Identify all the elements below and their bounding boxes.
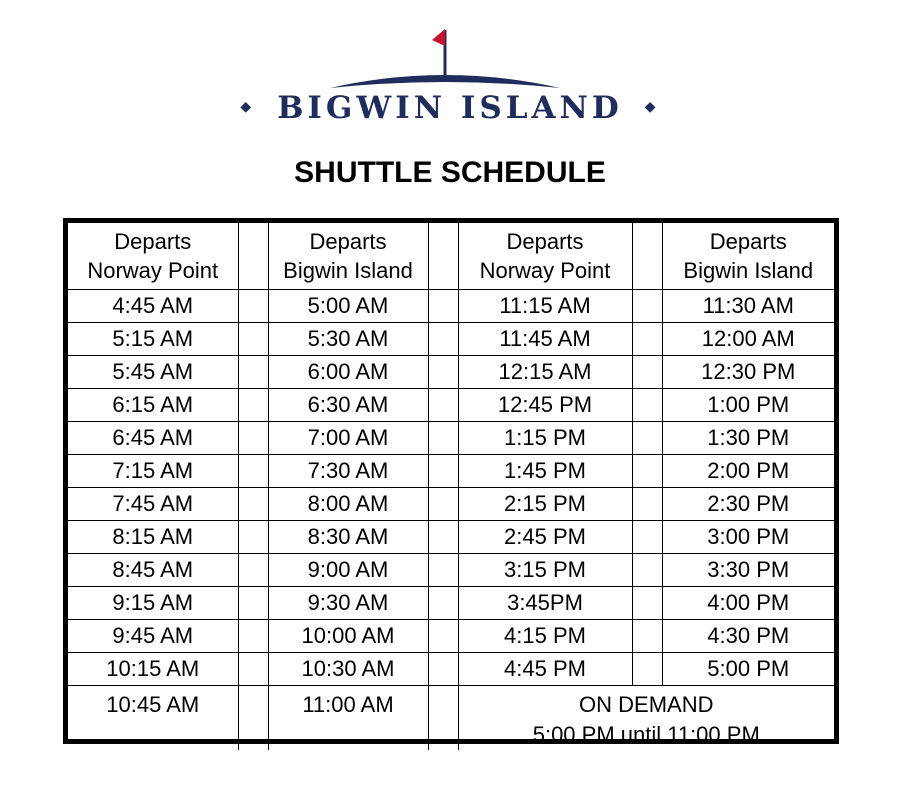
- time-cell: 11:45 AM: [458, 323, 632, 356]
- time-cell: 9:00 AM: [268, 554, 428, 587]
- spacer-cell: [632, 290, 662, 323]
- time-cell: 5:00 PM: [662, 653, 834, 686]
- table-row: [68, 488, 834, 521]
- spacer-cell: [632, 521, 662, 554]
- table-row: [68, 653, 834, 686]
- column-header: Departs Norway Point: [458, 223, 632, 290]
- time-cell: 2:00 PM: [662, 455, 834, 488]
- spacer-cell: [632, 389, 662, 422]
- spacer-cell: [238, 323, 268, 356]
- time-cell: 7:30 AM: [268, 455, 428, 488]
- header-row: [68, 223, 834, 290]
- time-cell: 3:00 PM: [662, 521, 834, 554]
- table-row-last: [68, 686, 834, 751]
- time-cell: 8:00 AM: [268, 488, 428, 521]
- spacer-cell: [632, 488, 662, 521]
- spacer-cell: [632, 653, 662, 686]
- bigwin-island-logo: [0, 0, 900, 140]
- page-title: SHUTTLE SCHEDULE: [294, 156, 606, 189]
- spacer-cell: [428, 455, 458, 488]
- table-row: [68, 323, 834, 356]
- spacer-cell: [428, 389, 458, 422]
- spacer-cell: [238, 554, 268, 587]
- time-cell: 10:45 AM: [68, 686, 238, 751]
- table-row: [68, 290, 834, 323]
- table-row: [68, 620, 834, 653]
- spacer-cell: [238, 620, 268, 653]
- time-cell: 7:45 AM: [68, 488, 238, 521]
- spacer-cell: [238, 389, 268, 422]
- time-cell: 1:30 PM: [662, 422, 834, 455]
- time-cell: 8:15 AM: [68, 521, 238, 554]
- column-header: Departs Norway Point: [68, 223, 238, 290]
- time-cell: 10:00 AM: [268, 620, 428, 653]
- spacer-cell: [238, 521, 268, 554]
- time-cell: 6:00 AM: [268, 356, 428, 389]
- spacer-cell: [632, 620, 662, 653]
- time-cell: 7:15 AM: [68, 455, 238, 488]
- spacer-cell: [428, 290, 458, 323]
- time-cell: 8:45 AM: [68, 554, 238, 587]
- time-cell: 6:30 AM: [268, 389, 428, 422]
- time-cell: 1:45 PM: [458, 455, 632, 488]
- schedule-table: [63, 218, 839, 747]
- spacer-cell: [428, 686, 458, 751]
- time-cell: 4:00 PM: [662, 587, 834, 620]
- spacer-cell: [632, 422, 662, 455]
- spacer-cell: [238, 356, 268, 389]
- time-cell: 8:30 AM: [268, 521, 428, 554]
- time-cell: 3:15 PM: [458, 554, 632, 587]
- time-cell: 5:00 AM: [268, 290, 428, 323]
- spacer-cell: [632, 587, 662, 620]
- spacer-cell: [238, 488, 268, 521]
- time-cell: 10:30 AM: [268, 653, 428, 686]
- spacer-cell: [238, 290, 268, 323]
- spacer-cell: [428, 587, 458, 620]
- spacer-cell: [632, 554, 662, 587]
- spacer-cell: [428, 521, 458, 554]
- on-demand-cell: [458, 686, 834, 751]
- spacer-cell: [428, 323, 458, 356]
- time-cell: 12:45 PM: [458, 389, 632, 422]
- time-cell: 9:30 AM: [268, 587, 428, 620]
- column-header: Departs Bigwin Island: [662, 223, 834, 290]
- table-row: [68, 389, 834, 422]
- time-cell: 1:00 PM: [662, 389, 834, 422]
- spacer-cell: [428, 356, 458, 389]
- time-cell: 10:15 AM: [68, 653, 238, 686]
- time-cell: 4:45 AM: [68, 290, 238, 323]
- table-row: [68, 422, 834, 455]
- time-cell: 9:45 AM: [68, 620, 238, 653]
- table-row: [68, 587, 834, 620]
- spacer-cell: [238, 422, 268, 455]
- column-header: Departs Bigwin Island: [268, 223, 428, 290]
- spacer-cell: [428, 554, 458, 587]
- spacer-cell: [238, 455, 268, 488]
- time-cell: 11:15 AM: [458, 290, 632, 323]
- spacer-cell: [428, 488, 458, 521]
- time-cell: 12:00 AM: [662, 323, 834, 356]
- spacer-cell: [238, 223, 268, 290]
- spacer-cell: [238, 587, 268, 620]
- logo-name: BIGWIN ISLAND: [277, 90, 623, 126]
- time-cell: 6:45 AM: [68, 422, 238, 455]
- diamond-icon: ◆: [240, 98, 256, 115]
- time-cell: 5:30 AM: [268, 323, 428, 356]
- time-cell: 3:30 PM: [662, 554, 834, 587]
- spacer-cell: [632, 455, 662, 488]
- time-cell: 6:15 AM: [68, 389, 238, 422]
- time-cell: 2:45 PM: [458, 521, 632, 554]
- time-cell: 2:30 PM: [662, 488, 834, 521]
- time-cell: 12:15 AM: [458, 356, 632, 389]
- spacer-cell: [428, 620, 458, 653]
- table-row: [68, 521, 834, 554]
- time-cell: 7:00 AM: [268, 422, 428, 455]
- spacer-cell: [428, 422, 458, 455]
- time-cell: 4:15 PM: [458, 620, 632, 653]
- time-cell: 1:15 PM: [458, 422, 632, 455]
- spacer-cell: [428, 653, 458, 686]
- table-row: [68, 554, 834, 587]
- time-cell: 9:15 AM: [68, 587, 238, 620]
- time-cell: 11:00 AM: [268, 686, 428, 751]
- on-demand-hours: 5:00 PM until 11:00 PM: [532, 722, 760, 747]
- logo-wordmark: [0, 90, 900, 126]
- time-cell: 12:30 PM: [662, 356, 834, 389]
- spacer-cell: [238, 686, 268, 751]
- spacer-cell: [632, 223, 662, 290]
- time-cell: 4:45 PM: [458, 653, 632, 686]
- time-cell: 2:15 PM: [458, 488, 632, 521]
- diamond-icon: ◆: [644, 98, 660, 115]
- spacer-cell: [238, 653, 268, 686]
- time-cell: 3:45PM: [458, 587, 632, 620]
- spacer-cell: [428, 223, 458, 290]
- spacer-cell: [632, 356, 662, 389]
- time-cell: 5:45 AM: [68, 356, 238, 389]
- spacer-cell: [632, 323, 662, 356]
- time-cell: 11:30 AM: [662, 290, 834, 323]
- table-row: [68, 455, 834, 488]
- table-row: [68, 356, 834, 389]
- time-cell: 4:30 PM: [662, 620, 834, 653]
- time-cell: 5:15 AM: [68, 323, 238, 356]
- on-demand-label: ON DEMAND: [579, 692, 714, 717]
